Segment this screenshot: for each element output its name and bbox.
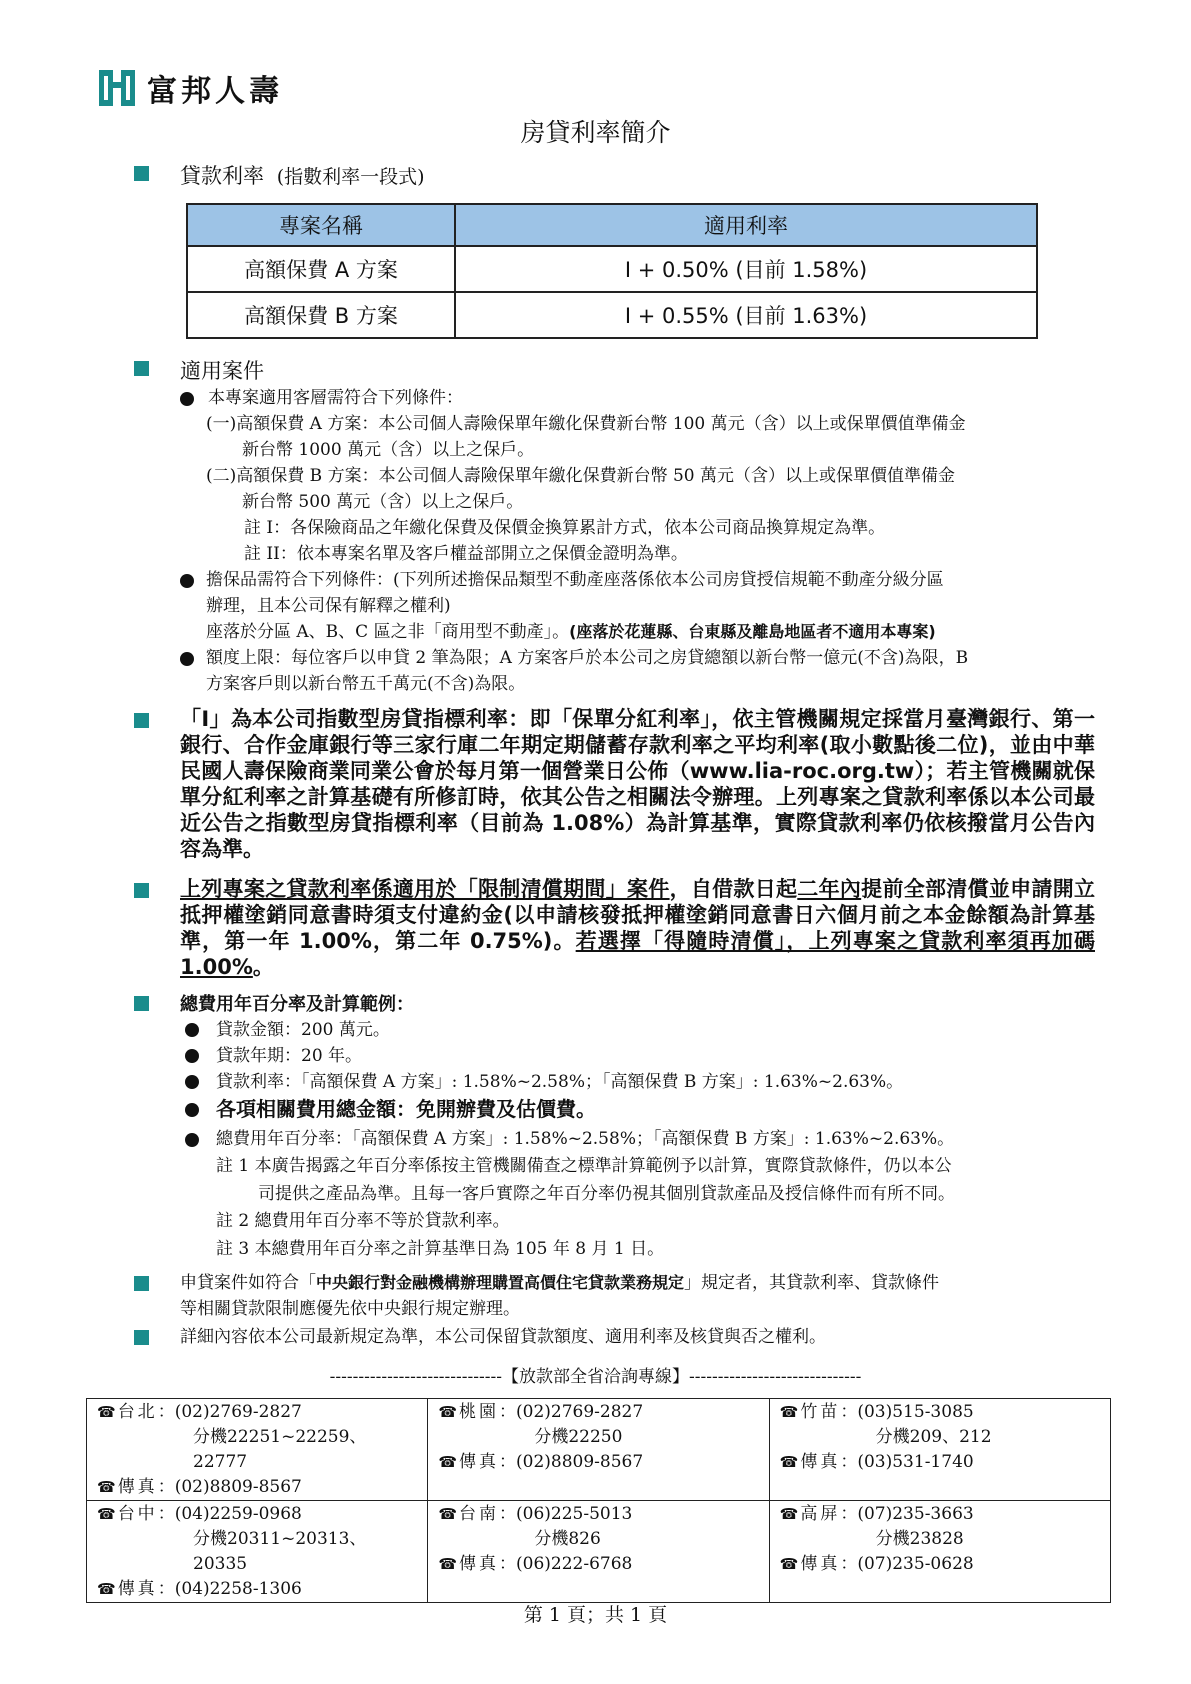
cases-item-1: 本專案適用客層需符合下列條件：	[208, 388, 463, 408]
penalty-text: 若選擇「得隨時清償」，上列專案之貸款利率須再加碼 1.00%	[180, 929, 1095, 979]
contact-city: 高屏	[800, 1504, 841, 1524]
penalty-paragraph	[180, 876, 1095, 980]
central-bank-line-1	[180, 1270, 939, 1296]
cases-item-1b-cont: 新台幣 500 萬元（含）以上之保戶。	[242, 492, 524, 512]
apr-note-3: 註 3 本總費用年百分率之計算基準日為 105 年 8 月 1 日。	[216, 1239, 665, 1259]
table-row	[87, 1501, 1111, 1603]
phone-icon: ☎	[438, 1505, 458, 1523]
cases-item-3-cont: 方案客戶則以新台幣五千萬元(不含)為限。	[206, 674, 526, 694]
contact-city: 桃園	[459, 1402, 500, 1422]
cases-item-1b: (二)高額保費 B 方案：本公司個人壽險保單年繳化保費新台幣 50 萬元（含）以上或保單價值準備金	[206, 466, 956, 486]
central-text: 申貸案件如符合「	[180, 1273, 316, 1293]
apr-note-1-cont: 司提供之產品為準。且每一客戶實際之年百分率仍視其個別貸款產品及授信條件而有所不同。	[258, 1184, 955, 1204]
phone-icon: ☎	[97, 1580, 116, 1598]
phone-icon: ☎	[438, 1403, 458, 1421]
cases-item-2-zone	[206, 619, 936, 645]
contact-tel: (02)2769-2827	[516, 1402, 644, 1422]
page-title: 房貸利率簡介	[520, 118, 671, 147]
apr-note-1: 註 1 本廣告揭露之年百分率係按主管機關備查之標準計算範例予以計算，實際貸款條件，仍以本公	[216, 1156, 952, 1176]
bullet-icon	[180, 652, 194, 666]
section-marker	[134, 166, 149, 181]
contact-ext: 分機209、212	[875, 1427, 992, 1447]
penalty-text: 提前全部清償並申請開立抵押權塗銷同意書時須支付違約金(以申請核發抵押權塗銷同意書日六個月前之本金餘額為計算基準，第一年 1.00%，第二年 0.75%)。	[180, 877, 1096, 953]
bullet-icon	[185, 1023, 199, 1037]
rate-heading-text: 貸款利率	[180, 164, 264, 188]
contact-tel: (03)515-3085	[857, 1402, 974, 1422]
central-text: 」規定者，其貸款利率、貸款條件	[684, 1273, 940, 1293]
section-marker	[134, 361, 149, 376]
apr-heading: 總費用年百分率及計算範例：	[180, 994, 414, 1015]
contact-fax: (04)2258-1306	[174, 1579, 302, 1599]
phone-icon: ☎	[438, 1453, 458, 1471]
section-marker	[134, 883, 149, 898]
bullet-icon	[180, 392, 194, 406]
hotline-title: ------------------------------【放款部全省洽詢專線】------------------------------	[329, 1367, 862, 1387]
fax-label: 傳真	[459, 1452, 500, 1472]
contact-tel: (02)2769-2827	[174, 1402, 302, 1422]
contact-city: 台南	[459, 1504, 500, 1524]
fubon-logo-icon	[95, 66, 139, 110]
contact-ext: 分機22251~22259、22777	[193, 1427, 367, 1472]
bullet-icon	[185, 1075, 199, 1089]
section-marker	[134, 996, 149, 1011]
central-rule: 中央銀行對金融機構辦理購置高價住宅貸款業務規定	[316, 1273, 685, 1292]
apr-item: 總費用年百分率：「高額保費 A 方案」: 1.58%~2.58%；「高額保費 B 方案」: 1.63%~2.63%。	[216, 1129, 955, 1149]
contact-cell: ☎ 台中：(04)2259-0968 分機20311~20313、20335 ☎ 傳真：(04)2258-1306	[87, 1501, 428, 1603]
phone-icon: ☎	[779, 1453, 799, 1471]
contact-tel: (07)235-3663	[857, 1504, 974, 1524]
table-cell: 高額保費 A 方案	[187, 246, 455, 292]
table-row	[187, 246, 1037, 292]
table-header: 專案名稱	[187, 204, 455, 246]
page-footer: 第 1 頁；共 1 頁	[523, 1604, 668, 1626]
section-rate-heading	[180, 160, 425, 190]
contact-city: 台中	[117, 1504, 158, 1524]
section-marker	[134, 1330, 149, 1345]
index-rate-paragraph: 「I」為本公司指數型房貸指標利率：即「保單分紅利率」，依主管機關規定採當月臺灣銀行、第一銀行、合作金庫銀行等三家行庫二年期定期儲蓄存款利率之平均利率(取小數點後二位)，並由中華民國人壽保險商業同業公會於每月第一個營業日公佈（www.lia-roc.org.tw）；若主管機關就保單分紅利率之計算基礎有所修訂時，依其公告之相關法令辦理。上列專案之貸款利率係以本公司最近公告之指數型房貸指標利率（目前為 1.08%）為計算基準，實際貸款利率仍依核撥當月公告內容為準。	[180, 707, 1095, 861]
section-cases-heading: 適用案件	[180, 359, 264, 383]
phone-icon: ☎	[779, 1555, 799, 1573]
contact-tel: (06)225-5013	[516, 1504, 633, 1524]
contact-ext: 分機826	[534, 1529, 601, 1549]
central-bank-line-2: 等相關貸款限制應優先依中央銀行規定辦理。	[180, 1299, 520, 1319]
table-row	[187, 292, 1037, 338]
fax-label: 傳真	[117, 1477, 158, 1497]
penalty-text: 二年內	[797, 877, 862, 901]
rate-heading-sub: (指數利率一段式)	[276, 166, 425, 188]
contact-ext: 分機23828	[875, 1529, 964, 1549]
fax-label: 傳真	[800, 1452, 841, 1472]
contact-fax: (03)531-1740	[857, 1452, 974, 1472]
penalty-text: 。	[252, 955, 274, 979]
cases-item-3: 額度上限：每位客戶以申貸 2 筆為限；A 方案客戶於本公司之房貸總額以新台幣一億元(不含)為限，B	[206, 648, 969, 668]
section-marker	[134, 1276, 149, 1291]
contact-fax: (02)8809-8567	[174, 1477, 302, 1497]
contact-ext: 分機22250	[534, 1427, 623, 1447]
logo-text: 富邦人壽	[147, 74, 283, 109]
contact-ext: 分機20311~20313、20335	[193, 1529, 367, 1574]
bullet-icon	[185, 1049, 199, 1063]
bullet-icon	[180, 574, 194, 588]
rate-table	[186, 203, 1038, 339]
penalty-text: 上列專案之貸款利率係適用於「限制清償期間」案件	[180, 877, 670, 901]
phone-icon: ☎	[779, 1403, 799, 1421]
detail-paragraph: 詳細內容依本公司最新規定為準，本公司保留貸款額度、適用利率及核貸與否之權利。	[180, 1327, 826, 1347]
penalty-text: ，自借款日起	[669, 877, 798, 901]
contact-fax: (07)235-0628	[857, 1554, 974, 1574]
contact-cell: ☎ 高屏：(07)235-3663 分機23828 ☎ 傳真：(07)235-0628	[769, 1501, 1110, 1603]
table-row	[87, 1399, 1111, 1501]
contact-cell: ☎ 台南：(06)225-5013 分機826 ☎ 傳真：(06)222-6768	[428, 1501, 769, 1603]
table-cell: I + 0.50% (目前 1.58%)	[455, 246, 1037, 292]
contact-fax: (06)222-6768	[516, 1554, 633, 1574]
apr-item-fees: 各項相關費用總金額：免開辦費及估價費。	[216, 1097, 596, 1121]
cases-item-1a: (一)高額保費 A 方案：本公司個人壽險保單年繳化保費新台幣 100 萬元（含）以上或保單價值準備金	[206, 414, 966, 434]
fax-label: 傳真	[800, 1554, 841, 1574]
logo	[95, 66, 283, 110]
fax-label: 傳真	[459, 1554, 500, 1574]
table-cell: I + 0.55% (目前 1.63%)	[455, 292, 1037, 338]
table-cell: 高額保費 B 方案	[187, 292, 455, 338]
cases-item-2: 擔保品需符合下列條件：(下列所述擔保品類型不動產座落係依本公司房貸授信規範不動產分級分區	[206, 570, 944, 590]
apr-item: 貸款金額：200 萬元。	[216, 1020, 390, 1040]
contact-city: 竹苗	[800, 1402, 841, 1422]
contact-city: 台北	[117, 1402, 158, 1422]
zone-exclusion: (座落於花蓮縣、台東縣及離島地區者不適用本專案)	[569, 622, 936, 641]
phone-icon: ☎	[97, 1505, 116, 1523]
bullet-icon	[185, 1133, 199, 1147]
apr-item: 貸款利率：「高額保費 A 方案」: 1.58%~2.58%；「高額保費 B 方案」: 1.63%~2.63%。	[216, 1072, 904, 1092]
phone-icon: ☎	[438, 1555, 458, 1573]
apr-note-2: 註 2 總費用年百分率不等於貸款利率。	[216, 1211, 510, 1231]
contact-cell: ☎ 桃園：(02)2769-2827 分機22250 ☎ 傳真：(02)8809-8567	[428, 1399, 769, 1501]
cases-item-2-cont: 辦理，且本公司保有解釋之權利)	[206, 596, 451, 616]
bullet-icon	[185, 1103, 199, 1117]
cases-note-1: 註 I：各保險商品之年繳化保費及保價金換算累計方式，依本公司商品換算規定為準。	[244, 518, 886, 538]
contact-table	[86, 1398, 1111, 1603]
phone-icon: ☎	[97, 1403, 116, 1421]
table-header-row	[187, 204, 1037, 246]
cases-note-2: 註 II：依本專案名單及客戶權益部開立之保價金證明為準。	[244, 544, 688, 564]
phone-icon: ☎	[97, 1478, 116, 1496]
zone-text: 座落於分區 A、B、C 區之非「商用型不動產」。	[206, 622, 570, 642]
contact-fax: (02)8809-8567	[516, 1452, 644, 1472]
section-marker	[134, 713, 149, 728]
apr-item: 貸款年期：20 年。	[216, 1046, 363, 1066]
contact-tel: (04)2259-0968	[174, 1504, 302, 1524]
cases-item-1a-cont: 新台幣 1000 萬元（含）以上之保戶。	[242, 440, 535, 460]
contact-cell: ☎ 竹苗：(03)515-3085 分機209、212 ☎ 傳真：(03)531-1740	[769, 1399, 1110, 1501]
phone-icon: ☎	[779, 1505, 799, 1523]
fax-label: 傳真	[117, 1579, 158, 1599]
contact-cell: ☎ 台北：(02)2769-2827 分機22251~22259、22777 ☎ 傳真：(02)8809-8567	[87, 1399, 428, 1501]
table-header: 適用利率	[455, 204, 1037, 246]
